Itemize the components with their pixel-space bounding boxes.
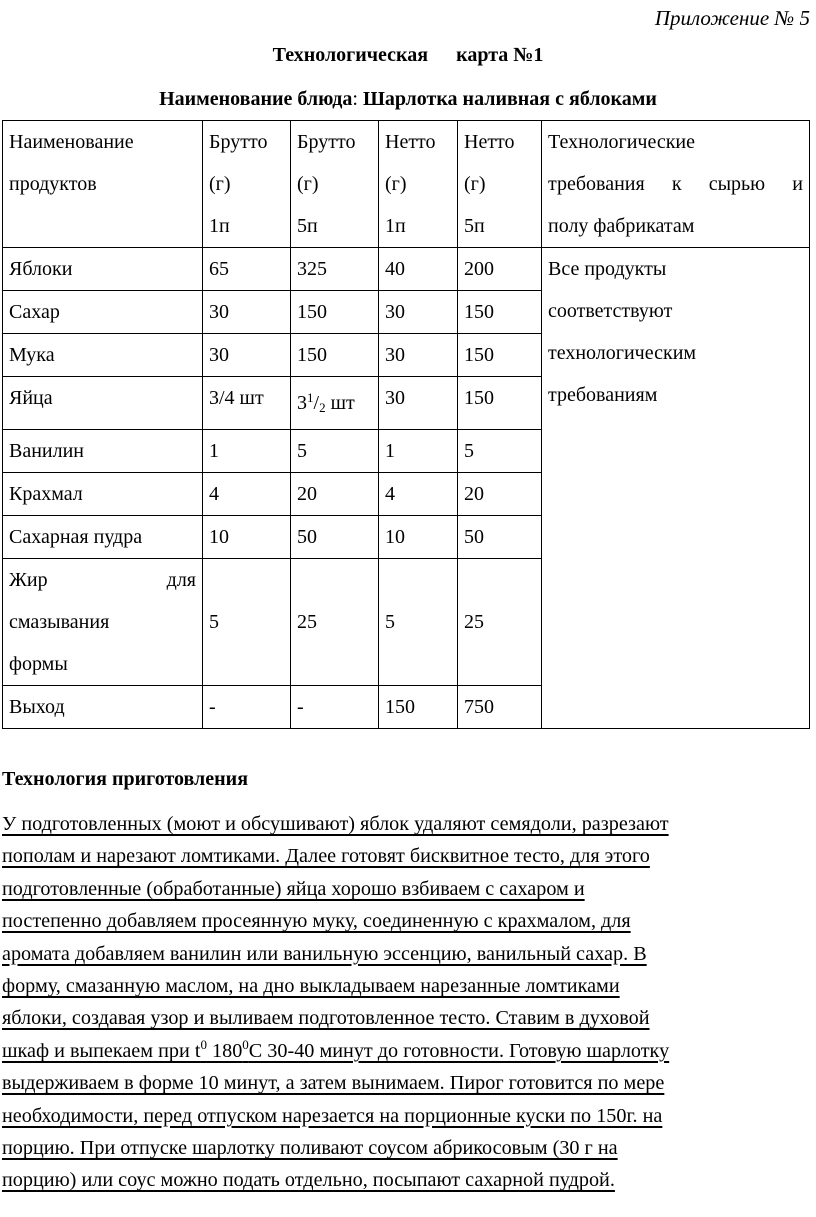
cell-net-5: 750 [458, 686, 542, 729]
fraction-whole: 3 [297, 392, 307, 414]
header-line: Нетто [464, 131, 515, 153]
header-line: 1п [209, 215, 230, 237]
dish-heading [0, 88, 816, 111]
page-title [0, 44, 816, 67]
cell-gross-5: 5 [291, 430, 379, 473]
cell-net-1: 30 [379, 291, 458, 334]
cell-product [3, 559, 203, 686]
cell-gross-5: 325 [291, 248, 379, 291]
cell-requirements-note [542, 248, 810, 729]
section-title: Технология приготовления [2, 768, 249, 790]
header-line: Брутто [209, 131, 268, 153]
header-requirements [542, 121, 810, 248]
cell-net-1: 30 [379, 377, 458, 430]
product-line: смазывания [9, 611, 110, 633]
process-text-part: шкаф и выпекаем при t [2, 1039, 201, 1062]
header-line: Нетто [385, 131, 436, 153]
header-line: полу фабрикатам [548, 215, 695, 237]
cell-gross-5: - [291, 686, 379, 729]
dish-name: Шарлотка наливная с яблоками [362, 88, 657, 110]
header-line: Брутто [297, 131, 356, 153]
header-product-line: Наименование [9, 131, 134, 153]
header-word: и [792, 173, 803, 195]
cell-net-1: 5 [379, 559, 458, 686]
table-header-row [3, 121, 810, 248]
note-line: требованиям [548, 384, 658, 406]
header-word: требования [548, 173, 645, 195]
process-line [2, 1035, 814, 1067]
header-net-5 [458, 121, 542, 248]
cell-gross-5: 150 [291, 291, 379, 334]
title-part-1: Технологическая [272, 44, 429, 66]
cell-net-5: 25 [458, 559, 542, 686]
process-line: порцию) или соус можно подать отдельно, посыпают сахарной пудрой. [2, 1169, 615, 1192]
header-product [3, 121, 203, 248]
cell-gross-1: 30 [203, 334, 291, 377]
cell-gross-1: - [203, 686, 291, 729]
cell-product: Сахарная пудра [3, 516, 203, 559]
cell-net-1: 30 [379, 334, 458, 377]
process-line: форму, смазанную маслом, на дно выкладываем нарезанные ломтиками [2, 975, 620, 998]
cell-gross-5: 50 [291, 516, 379, 559]
process-line: подготовленные (обработанные) яйца хорошо взбиваем с сахаром и [2, 877, 585, 900]
cell-gross-5: 25 [291, 559, 379, 686]
header-word: сырью [708, 173, 766, 195]
product-word: для [166, 569, 196, 591]
cell-net-5: 200 [458, 248, 542, 291]
cell-gross-1: 4 [203, 473, 291, 516]
cell-product: Крахмал [3, 473, 203, 516]
dish-colon: : [352, 88, 358, 110]
header-line: (г) [464, 173, 486, 195]
cell-product: Сахар [3, 291, 203, 334]
process-text [2, 808, 814, 1197]
process-line: выдерживаем в форме 10 минут, а затем вынимаем. Пирог готовится по мере [2, 1072, 665, 1095]
cell-net-1: 1 [379, 430, 458, 473]
product-line: формы [9, 653, 68, 675]
cell-product: Ванилин [3, 430, 203, 473]
cell-net-5: 5 [458, 430, 542, 473]
cell-net-5: 150 [458, 334, 542, 377]
cell-product: Яйца [3, 377, 203, 430]
header-line: (г) [385, 173, 407, 195]
tech-card-table [2, 120, 810, 729]
cell-product: Выход [3, 686, 203, 729]
header-line: Технологические [548, 131, 696, 153]
cell-net-1: 10 [379, 516, 458, 559]
process-text-part: 180 [206, 1039, 243, 1062]
header-gross-5 [291, 121, 379, 248]
header-line: 1п [385, 215, 406, 237]
cell-gross-5: $3^1/_2$ шт [291, 377, 379, 430]
cell-net-1: 4 [379, 473, 458, 516]
cell-product: Мука [3, 334, 203, 377]
note-line: соответствуют [548, 300, 673, 322]
cell-net-1: 40 [379, 248, 458, 291]
appendix-label: Приложение № 5 [654, 6, 810, 30]
header-line: 5п [297, 215, 318, 237]
process-text-part: С 30-40 минут до готовности. Готовую шарлотку [248, 1039, 670, 1062]
header-line: (г) [297, 173, 319, 195]
superscript: 0 [242, 1036, 249, 1052]
cell-gross-1: 65 [203, 248, 291, 291]
cell-net-5: 150 [458, 377, 542, 430]
superscript: 0 [200, 1036, 207, 1052]
note-line: технологическим [548, 342, 697, 364]
header-product-line: продуктов [9, 173, 97, 195]
fraction-denominator: 2 [319, 400, 326, 415]
process-line: необходимости, перед отпуском нарезается на порционные куски по 150г. на [2, 1104, 663, 1127]
fraction-unit: шт [325, 392, 355, 414]
process-line: У подготовленных (моют и обсушивают) яблок удаляют семядоли, разрезают [2, 813, 669, 835]
header-line-justified [548, 163, 803, 205]
cell-gross-1: 1 [203, 430, 291, 473]
product-word: Жир [9, 569, 48, 591]
cell-net-5: 50 [458, 516, 542, 559]
cell-net-5: 20 [458, 473, 542, 516]
product-line-justified [9, 559, 196, 601]
table-row [3, 248, 810, 291]
note-line: Все продукты [548, 258, 667, 280]
cell-product: Яблоки [3, 248, 203, 291]
fraction-numerator: 1 [307, 390, 314, 405]
header-net-1 [379, 121, 458, 248]
process-line: постепенно добавляем просеянную муку, соединенную с крахмалом, для [2, 910, 631, 933]
cell-gross-5: 20 [291, 473, 379, 516]
cell-gross-1: 3/4 шт [203, 377, 291, 430]
header-word: к [671, 173, 682, 195]
header-line: 5п [464, 215, 485, 237]
header-line: (г) [209, 173, 231, 195]
title-part-2: карта №1 [456, 44, 544, 66]
dish-label: Наименование блюда [159, 88, 353, 110]
cell-gross-1: 5 [203, 559, 291, 686]
cell-gross-1: 10 [203, 516, 291, 559]
process-line: пополам и нарезают ломтиками. Далее готовят бисквитное тесто, для этого [2, 845, 650, 868]
cell-gross-1: 30 [203, 291, 291, 334]
process-line: порцию. При отпуске шарлотку поливают соусом абрикосовым (30 г на [2, 1137, 618, 1160]
cell-net-5: 150 [458, 291, 542, 334]
process-line: яблоки, создавая узор и выливаем подготовленное тесто. Ставим в духовой [2, 1007, 650, 1030]
process-line: аромата добавляем ванилин или ванильную эссенцию, ванильный сахар. В [2, 942, 647, 965]
cell-net-1: 150 [379, 686, 458, 729]
cell-gross-5: 150 [291, 334, 379, 377]
header-gross-1 [203, 121, 291, 248]
